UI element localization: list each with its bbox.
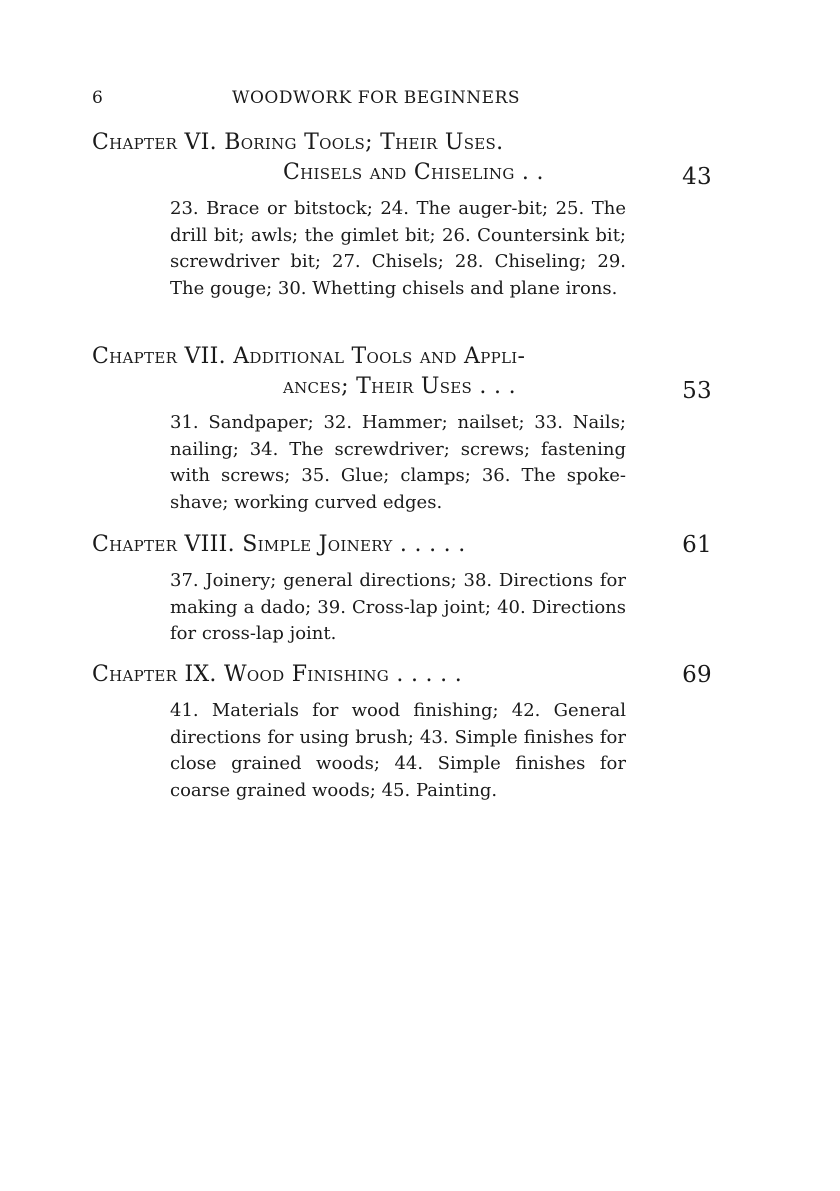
- running-head: [92, 88, 692, 112]
- chapter-summary: 31. Sandpaper; 32. Hammer; nailset; 33. Nails; nailing; 34. The screwdriver; screws; fastening with screws; 35. Glue; clamps; 36. The spoke-shave; working curved edges.: [170, 412, 626, 513]
- chapter-entry-9: [92, 660, 712, 804]
- page-number: 6: [92, 88, 104, 108]
- chapter-entry-7: [92, 342, 712, 516]
- chapter-summary: 41. Materials for wood finishing; 42. General directions for using brush; 43. Simple finishes for close grained woods; 44. Simple finishes for coarse grained woods; 45. Painting.: [170, 700, 626, 801]
- chapter-title-line1: Chapter VIII. Simple Joinery . . . . .: [92, 532, 466, 557]
- chapter-title-line1: Chapter IX. Wood Finishing . . . . .: [92, 662, 463, 687]
- chapter-summary: 23. Brace or bitstock; 24. The auger-bit; 25. The drill bit; awls; the gimlet bit; 26. Countersink bit; screwdriver bit; 27. Chisels; 28. Chiseling; 29. The gouge; 30. Whetting chisels and plane irons.: [170, 198, 626, 299]
- chapter-page-number: 53: [682, 378, 712, 404]
- chapter-entry-8: [92, 530, 712, 648]
- chapter-title-line1: Chapter VII. Additional Tools and Appli-: [92, 344, 526, 369]
- chapter-title-line2: ances; Their Uses . . .: [283, 374, 516, 399]
- chapter-page-number: 69: [682, 662, 712, 688]
- chapter-page-number: 61: [682, 532, 712, 558]
- chapter-heading: [92, 342, 712, 402]
- chapter-summary: 37. Joinery; general directions; 38. Directions for making a dado; 39. Cross-lap joint; 40. Directions for cross-lap joint.: [170, 570, 626, 644]
- chapter-heading: [92, 660, 712, 690]
- chapter-page-number: 43: [682, 164, 712, 190]
- chapter-heading: [92, 128, 712, 188]
- chapter-heading: [92, 530, 712, 560]
- chapter-entry-6: [92, 128, 712, 302]
- book-title: WOODWORK FOR BEGINNERS: [232, 88, 521, 108]
- chapter-title-line2: Chisels and Chiseling . .: [283, 160, 544, 185]
- chapter-title-line1: Chapter VI. Boring Tools; Their Uses.: [92, 130, 504, 155]
